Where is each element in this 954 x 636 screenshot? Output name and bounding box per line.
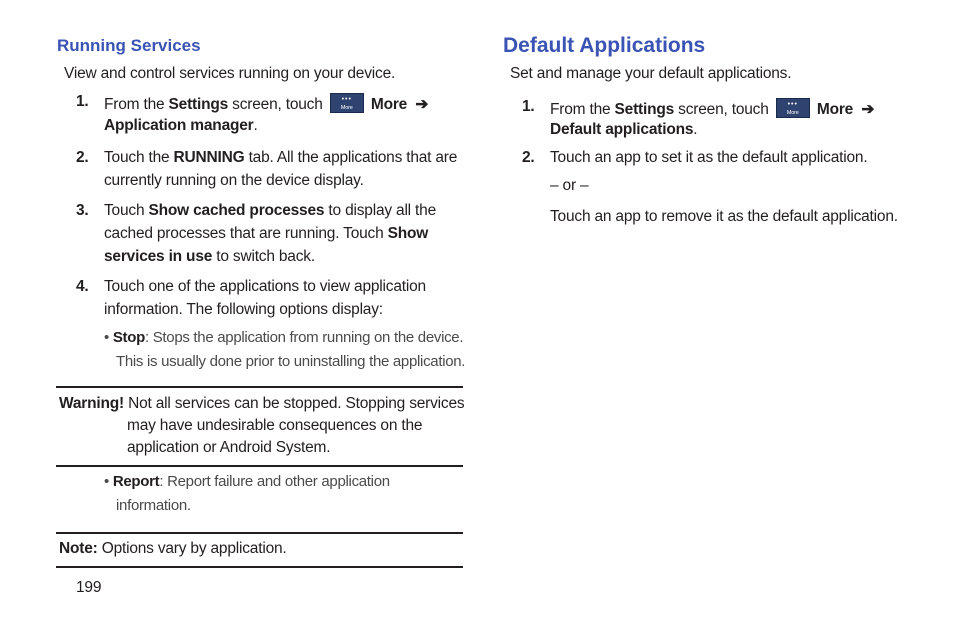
step-text: Default applications. bbox=[550, 121, 698, 138]
running-services-intro: View and control services running on your device. bbox=[64, 65, 396, 82]
step-text-alt: Touch an app to remove it as the default application. bbox=[550, 208, 898, 225]
step-number: 1. bbox=[76, 93, 89, 110]
step-number: 1. bbox=[522, 98, 535, 115]
step-number: 3. bbox=[76, 202, 89, 219]
more-menu-icon: ••• More bbox=[776, 98, 810, 118]
step-text: services in use to switch back. bbox=[104, 248, 315, 265]
step-text: cached processes that are running. Touch Show bbox=[104, 225, 429, 242]
step-text: Touch an app to set it as the default application. bbox=[550, 149, 868, 166]
step-text: Touch the RUNNING tab. All the applications that are bbox=[104, 149, 458, 166]
step-text: Touch one of the applications to view application bbox=[104, 278, 426, 295]
divider bbox=[56, 532, 463, 534]
step-text: From the Settings screen, touch ••• More More ➔ bbox=[550, 98, 874, 119]
step-number: 4. bbox=[76, 278, 89, 295]
step-number: 2. bbox=[522, 149, 535, 166]
bullet-item-stop: • Stop: Stops the application from running on the device. bbox=[104, 329, 464, 346]
step-text: information. The following options display: bbox=[104, 301, 383, 318]
divider bbox=[56, 566, 463, 568]
warning-text: may have undesirable consequences on the bbox=[127, 417, 423, 434]
warning-text: application or Android System. bbox=[127, 439, 331, 456]
page-number: 199 bbox=[76, 579, 102, 596]
note-text: Note: Options vary by application. bbox=[59, 540, 287, 557]
default-apps-intro: Set and manage your default applications. bbox=[510, 65, 792, 82]
warning-text: Warning! Not all services can be stopped. Stopping services bbox=[59, 395, 465, 412]
section-heading-default-applications: Default Applications bbox=[503, 34, 706, 57]
step-text: currently running on the device display. bbox=[104, 172, 364, 189]
section-heading-running-services: Running Services bbox=[57, 36, 201, 55]
divider bbox=[56, 386, 463, 388]
or-separator: – or – bbox=[550, 177, 589, 194]
step-text: From the Settings screen, touch ••• More More ➔ bbox=[104, 93, 428, 114]
step-text: Touch Show cached processes to display all the bbox=[104, 202, 436, 219]
bullet-item-stop-cont: This is usually done prior to uninstalling the application. bbox=[116, 353, 466, 370]
more-menu-icon: ••• More bbox=[330, 93, 364, 113]
divider bbox=[56, 465, 463, 467]
step-text: Application manager. bbox=[104, 117, 258, 134]
bullet-item-report: • Report: Report failure and other application bbox=[104, 473, 390, 490]
bullet-item-report-cont: information. bbox=[116, 497, 191, 514]
step-number: 2. bbox=[76, 149, 89, 166]
